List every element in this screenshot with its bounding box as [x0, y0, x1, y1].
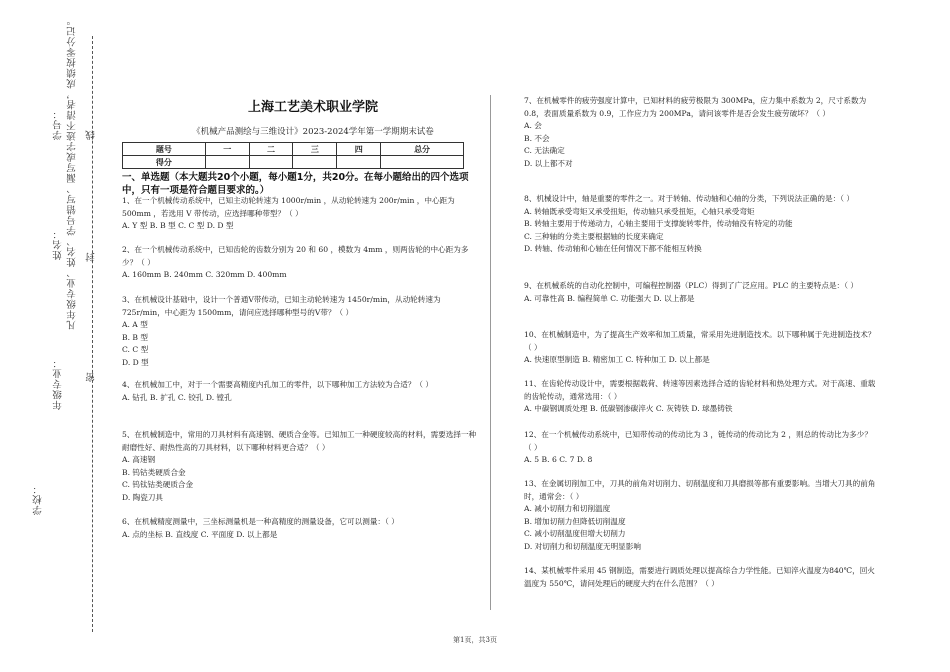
question-option: D. 以上都不对: [524, 158, 573, 168]
binding-notice: 凡年级专业、姓名、学号错写、漏写或字迹不清者，成绩按零分记。: [67, 15, 78, 330]
question-option: A. 点的坐标 B. 直线度 C. 平面度 D. 以上都是: [122, 529, 278, 539]
question-stem: 1、在一个机械传动系统中，已知主动轮转速为 1000r/min ，从动轮转速为 200r/min ，中心距为 500mm ，若选用 V 带传动，应选择哪种带型？（ ）: [122, 196, 455, 218]
score-header-cell: 总分: [381, 143, 464, 156]
question-option: A. 转轴既承受弯矩又承受扭矩，传动轴只承受扭矩，心轴只承受弯矩: [524, 206, 755, 216]
question-2: [122, 244, 477, 282]
question-option: C. 减小切削温度但增大切削力: [524, 529, 626, 539]
question-stem: 10、在机械制造中，为了提高生产效率和加工质量，常采用先进制造技术。以下哪种属于先进制造技术？（ ）: [524, 330, 876, 352]
score-header-cell: 一: [205, 143, 249, 156]
question-option: D. 对切削力和切削温度无明显影响: [524, 541, 641, 551]
question-1: [122, 195, 477, 233]
question-stem: 14、某机械零件采用 45 钢制造，需要进行调质处理以提高综合力学性能。已知淬火温度为840℃，回火温度为 550℃，请问处理后的硬度大约在什么范围？（ ）: [524, 566, 875, 588]
question-option: D. 陶瓷刀具: [122, 492, 164, 502]
score-header-cell: 二: [249, 143, 293, 156]
binding-feng: 封: [86, 251, 97, 262]
question-7: [524, 95, 879, 171]
question-option: A. A 型: [122, 320, 148, 330]
score-cell: [381, 156, 464, 169]
score-cell: [293, 156, 337, 169]
question-option: A. 可靠性高 B. 编程简单 C. 功能强大 D. 以上都是: [524, 293, 695, 303]
question-5: [122, 429, 477, 505]
binding-mi: 密: [86, 371, 97, 382]
question-option: C. 无法确定: [524, 146, 565, 156]
question-8: [524, 193, 879, 256]
question-option: A. 高速钢: [122, 455, 156, 465]
question-stem: 12、在一个机械传动系统中，已知带传动的传动比为 3 ，链传动的传动比为 2 ，则总的传动比为多少？（ ）: [524, 430, 872, 452]
question-option: A. 中碳钢调质处理 B. 低碳钢渗碳淬火 C. 灰铸铁 D. 球墨铸铁: [524, 404, 733, 414]
grade-label: 年级专业：: [53, 357, 64, 410]
question-6: [122, 516, 477, 541]
question-option: A. 减小切削力和切削温度: [524, 504, 611, 514]
score-table: [122, 142, 464, 169]
question-option: B. 转轴主要用于传递动力，心轴主要用于支撑旋转零件，传动轴没有特定的功能: [524, 219, 793, 229]
question-stem: 13、在金属切削加工中，刀具的前角对切削力、切削温度和刀具磨损等都有重要影响。当增大刀具的前角时，通常会：（ ）: [524, 479, 876, 501]
question-stem: 3、在机械设计基础中，设计一个普通V带传动，已知主动轮转速为 1450r/min，从动轮转速为 725r/min，中心距为 1500mm，请问应选择哪种型号的V带？（ ）: [122, 295, 441, 317]
question-option: B. 钨钴类硬质合金: [122, 467, 186, 477]
name-label: 姓名：: [53, 228, 64, 260]
question-3: [122, 294, 477, 370]
question-option: A. 快速原型制造 B. 精密加工 C. 特种加工 D. 以上都是: [524, 355, 710, 365]
exam-subtitle: 《机械产品测绘与三维设计》2023-2024学年第一学期期末试卷: [192, 127, 434, 137]
question-option: B. B 型: [122, 332, 148, 342]
question-option: A. 160mm B. 240mm C. 320mm D. 400mm: [122, 270, 287, 280]
binding-dashed-line: [92, 36, 93, 632]
score-cell: [205, 156, 249, 169]
school-label: 学校：: [33, 483, 44, 515]
question-option: C. 三种轴的分类主要根据轴的长度来确定: [524, 231, 664, 241]
question-12: [524, 429, 879, 467]
question-stem: 11、在齿轮传动设计中，需要根据载荷、转速等因素选择合适的齿轮材料和热处理方式。对于高速、重载的齿轮传动，通常选用：（ ）: [524, 379, 876, 401]
score-table-header-row: [123, 143, 464, 156]
page-title: 上海工艺美术职业学院: [247, 100, 378, 115]
question-stem: 7、在机械零件的疲劳强度计算中，已知材料的疲劳极限为 300MPa，应力集中系数为 2，尺寸系数为 0.8，表面质量系数为 0.9，工作应力为 200MPa，请问该零件是否会发生疲劳破坏？（ ）: [524, 96, 867, 118]
question-option: A. Y 型 B. B 型 C. C 型 D. D 型: [122, 221, 234, 231]
score-table-row: [123, 156, 464, 169]
score-cell: [337, 156, 381, 169]
question-option: A. 5 B. 6 C. 7 D. 8: [524, 455, 593, 465]
question-option: A. 会: [524, 121, 542, 131]
section-heading: 一、单选题（本大题共20个小题，每小题1分，共20分。在每小题给出的四个选项中，只有一项是符合题目要求的。）: [122, 172, 469, 196]
question-stem: 9、在机械系统的自动化控制中，可编程控制器（PLC）得到了广泛应用。PLC 的主要特点是：（ ）: [524, 281, 858, 290]
question-option: D. D 型: [122, 357, 149, 367]
question-stem: 6、在机械精度测量中，三坐标测量机是一种高精度的测量设备，它可以测量：（ ）: [122, 517, 399, 526]
page-footer: 第1页，共3页: [453, 636, 497, 644]
question-13: [524, 478, 879, 554]
question-10: [524, 329, 879, 367]
question-stem: 2、在一个机械传动系统中，已知齿轮的齿数分别为 20 和 60 ，模数为 4mm ，则两齿轮的中心距为多少？（ ）: [122, 245, 469, 267]
score-row-label: 得分: [123, 156, 206, 169]
question-option: D. 转轴、传动轴和心轴在任何情况下都不能相互转换: [524, 244, 702, 254]
score-header-cell: 四: [337, 143, 381, 156]
question-9: [524, 280, 879, 305]
question-option: B. 不会: [524, 133, 550, 143]
question-14: [524, 565, 879, 590]
score-header-cell: 题号: [123, 143, 206, 156]
question-option: A. 钻孔 B. 扩孔 C. 铰孔 D. 镗孔: [122, 392, 232, 402]
question-stem: 5、在机械制造中，常用的刀具材料有高速钢、硬质合金等。已知加工一种硬度较高的材料，需要选择一种耐磨性好、耐热性高的刀具材料，以下哪种材料更合适？（ ）: [122, 430, 477, 452]
question-11: [524, 378, 879, 416]
student-no-label: 学号：: [53, 108, 64, 140]
question-option: B. 增加切削力但降低切削温度: [524, 516, 626, 526]
column-divider: [490, 95, 491, 610]
question-4: [122, 379, 477, 404]
binding-margin: [0, 0, 110, 672]
binding-xian: 线: [86, 129, 97, 140]
question-stem: 4、在机械加工中，对于一个需要高精度内孔加工的零件，以下哪种加工方法较为合适？（ ）: [122, 380, 433, 389]
score-cell: [249, 156, 293, 169]
question-option: C. C 型: [122, 345, 149, 355]
score-header-cell: 三: [293, 143, 337, 156]
question-option: C. 钨钛钴类硬质合金: [122, 480, 194, 490]
question-stem: 8、机械设计中，轴是重要的零件之一。对于转轴、传动轴和心轴的分类，下列说法正确的是：（ ）: [524, 194, 854, 203]
